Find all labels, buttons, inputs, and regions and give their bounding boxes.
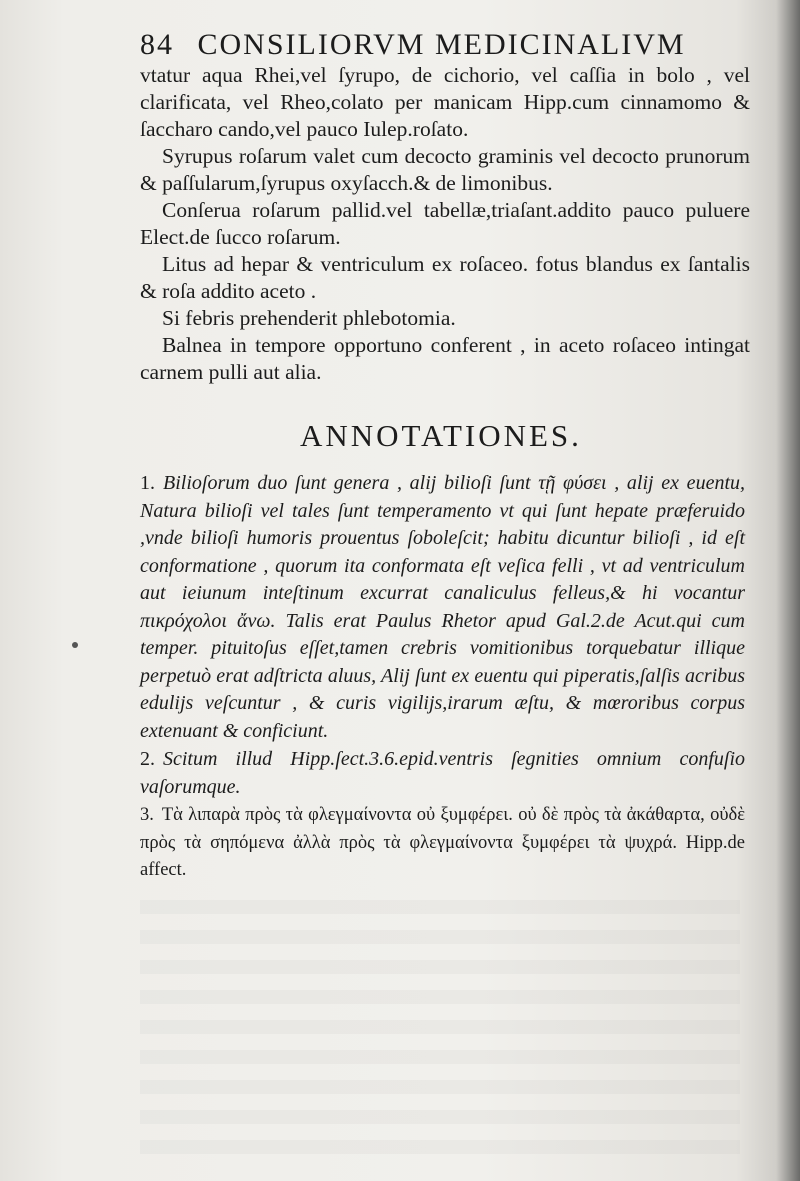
annotation-text: Scitum illud Hipp.ſect.3.6.epid.ventris ſegnities omnium confuſio vaſorumque. bbox=[140, 748, 745, 798]
body-paragraph-3: Conſerua roſarum pallid.vel tabellæ,triaſant.addito pauco puluere Elect.de ſucco roſarum. bbox=[140, 198, 750, 249]
body-paragraph-4: Litus ad hepar & ventriculum ex roſaceo. fotus blandus ex ſantalis & roſa addito aceto . bbox=[140, 252, 750, 303]
body-paragraph-5: Si febris prehenderit phlebotomia. bbox=[162, 306, 456, 330]
annotation-text: Τὰ λιπαρὰ πρὸς τὰ φλεγμαίνοντα οὐ ξυμφέρει. οὐ δὲ πρὸς τὰ ἀκάθαρτα, οὐδὲ πρὸς τὰ σηπόμενα ἀλλὰ πρὸς τὰ φλεγμαίνοντα ξυμφέρει τὰ ψυχρά. Hipp.de affect. bbox=[140, 805, 745, 880]
body-paragraph-2: Syrupus roſarum valet cum decocto graminis vel decocto prunorum & paſſularum,ſyrupus oxyſacch.& de limonibus. bbox=[140, 144, 750, 195]
running-title: CONSILIORVM MEDICINALIVM bbox=[197, 28, 686, 61]
annotations-list bbox=[140, 470, 745, 886]
page-number: 84 bbox=[140, 28, 174, 61]
main-text bbox=[140, 62, 750, 386]
page-header bbox=[140, 28, 760, 62]
annotation-number: 3. bbox=[140, 805, 154, 825]
annotation-3 bbox=[140, 802, 745, 885]
annotation-text: Bilioſorum duo ſunt genera , alij bilioſi ſunt τῇ φύσει , alij ex euentu, Natura bilioſi vel tales ſunt temperamento vt qui ſunt hepate præferuido ,vnde bilioſi humoris prouentus ſoboleſcit; habitu dicuntur bilioſi , id eſt conformatione , quorum ita conformata eſt veſica felli , vt ad ventriculum aut ieiunum inteſtinum excurrat canaliculus felleus,& hi vocantur πικρόχολοι ἄνω. Talis erat Paulus Rhetor apud Gal.2.de Acut.qui cum temper. pituitoſus eſſet,tamen crebris vomitionibus torquebatur illique perpetuò erat adſtricta aluus, Alij ſunt ex euentu qui piperatis,ſalſis acribus edulijs veſcuntur , & curis vigilijs,irarum æſtu, & mœroribus corpus extenuant & conficiunt. bbox=[140, 472, 745, 742]
ink-spot bbox=[72, 642, 78, 648]
body-paragraph-1: vtatur aqua Rhei,vel ſyrupo, de cichorio, vel caſſia in bolo , vel clarificata, vel Rheo,colato per manicam Hipp.cum cinnamomo & ſaccharo cando,vel pauco Iulep.roſato. bbox=[140, 63, 750, 141]
annotation-2 bbox=[140, 746, 745, 801]
annotation-number: 2. bbox=[140, 748, 155, 770]
body-paragraph-6: Balnea in tempore opportuno conferent , in aceto roſaceo intingat carnem pulli aut alia. bbox=[140, 333, 750, 384]
annotation-number: 1. bbox=[140, 472, 155, 494]
annotations-heading: ANNOTATIONES. bbox=[300, 418, 582, 453]
show-through-text bbox=[140, 900, 740, 1160]
annotation-1 bbox=[140, 470, 745, 745]
